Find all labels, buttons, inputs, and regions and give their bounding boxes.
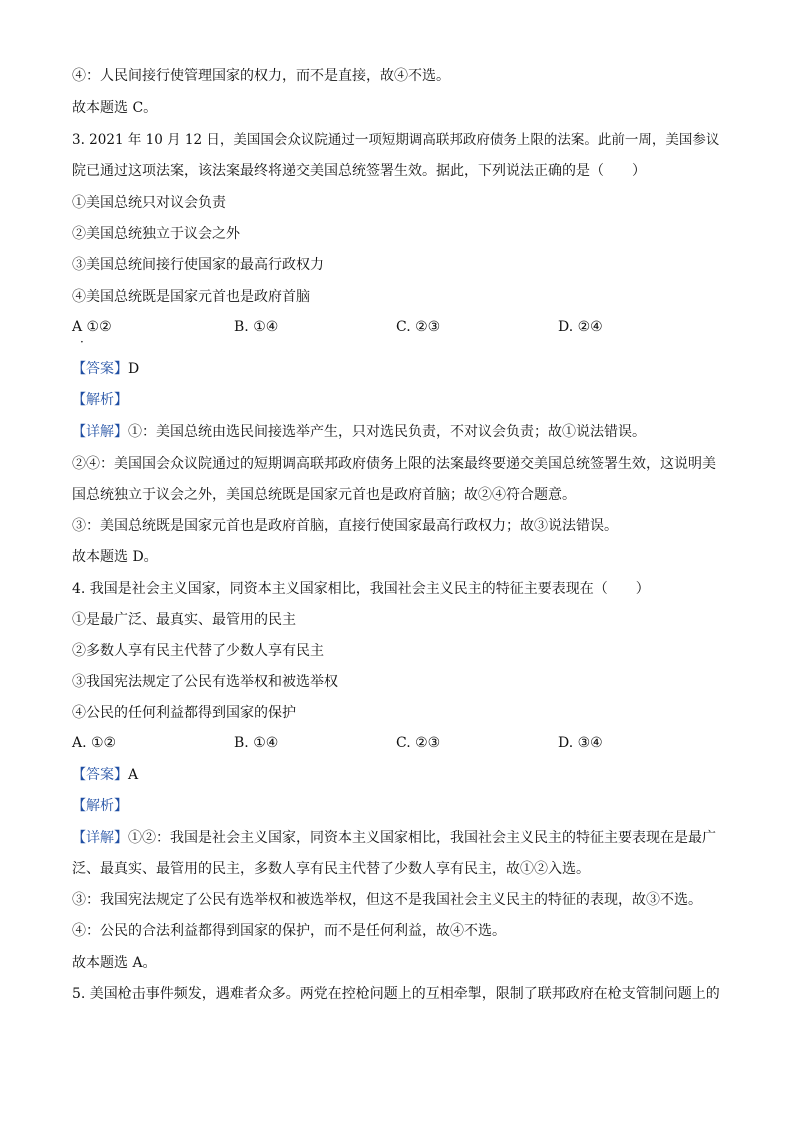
q3-option-b: B. ①④ [234, 319, 279, 335]
q4-statement-1: ①是最广泛、最真实、最管用的民主 [72, 612, 296, 628]
q3-detail-line-3: 国总统独立于议会之外，美国总统既是国家元首也是政府首脑；故②④符合题意。 [72, 487, 576, 503]
q3-option-d: D. ②④ [558, 319, 603, 335]
q4-answer [72, 766, 728, 784]
q3-statement-1: ①美国总统只对议会负责 [72, 195, 226, 211]
q4-stem: 4. 我国是社会主义国家，同资本主义国家相比，我国社会主义民主的特征主要表现在（ ） [72, 581, 650, 597]
analysis-tag: 【解析】 [72, 392, 128, 408]
q4-option-d: D. ③④ [558, 735, 603, 751]
detail-tag: 【详解】 [72, 830, 128, 846]
q3-analysis-heading [72, 391, 728, 409]
q4-statement-4: ④公民的任何利益都得到国家的保护 [72, 705, 296, 721]
q4-detail-line-2: 泛、最真实、最管用的民主，多数人享有民主代替了少数人享有民主，故①②入选。 [72, 861, 590, 877]
q4-detail-line-3: ③：我国宪法规定了公民有选举权和被选举权，但这不是我国社会主义民主的特征的表现，故③不选。 [72, 892, 702, 908]
q4-option-c: C. ②③ [396, 735, 441, 751]
q4-analysis-heading [72, 797, 728, 815]
analysis-tag: 【解析】 [72, 798, 128, 814]
q3-answer [72, 360, 728, 378]
q4-detail-line-4: ④：公民的合法利益都得到国家的保护，而不是任何利益，故④不选。 [72, 923, 506, 939]
q4-option-a: A. ①② [72, 735, 117, 751]
q3-option-a: A ①② [72, 319, 112, 335]
answer-tag: 【答案】 [72, 361, 128, 377]
q3-statement-2: ②美国总统独立于议会之外 [72, 226, 240, 242]
q4-answer-value: A [128, 767, 139, 783]
q3-statement-3: ③美国总统间接行使国家的最高行政权力 [72, 257, 324, 273]
q3-answer-value: D [128, 361, 140, 377]
detail-tag: 【详解】 [72, 424, 128, 440]
q3-conclusion: 故本题选 D。 [72, 549, 158, 565]
q3-statement-4: ④美国总统既是国家元首也是政府首脑 [72, 289, 310, 305]
q3-option-c: C. ②③ [396, 319, 441, 335]
q4-conclusion: 故本题选 A。 [72, 955, 157, 971]
q3-stem-line-2: 院已通过这项法案，该法案最终将递交美国总统签署生效。据此，下列说法正确的是（ ） [72, 163, 646, 179]
q4-detail-line-1: 【详解】①②：我国是社会主义国家，同资本主义国家相比，我国社会主义民主的特征主要表现在是最广 [72, 830, 716, 846]
q3-detail-line-1: 【详解】①：美国总统由选民间接选举产生，只对选民负责，不对议会负责；故①说法错误。 [72, 424, 646, 440]
q4-statement-2: ②多数人享有民主代替了少数人享有民主 [72, 643, 324, 659]
prev-conclusion: 故本题选 C。 [72, 100, 158, 116]
q3-option-a-dot: · [80, 335, 84, 349]
prev-analysis-line: ④：人民间接行使管理国家的权力，而不是直接，故④不选。 [72, 68, 450, 84]
q5-stem: 5. 美国枪击事件频发，遇难者众多。两党在控枪问题上的互相牵掣，限制了联邦政府在枪支管制问题上的 [72, 986, 720, 1002]
q4-option-b: B. ①④ [234, 735, 279, 751]
answer-tag: 【答案】 [72, 767, 128, 783]
q4-statement-3: ③我国宪法规定了公民有选举权和被选举权 [72, 674, 338, 690]
q3-detail-line-2: ②④：美国国会众议院通过的短期调高联邦政府债务上限的法案最终要递交美国总统签署生效，这说明美 [72, 456, 716, 472]
q3-detail-line-4: ③：美国总统既是国家元首也是政府首脑，直接行使国家最高行政权力；故③说法错误。 [72, 518, 618, 534]
q3-stem-line-1: 3. 2021 年 10 月 12 日，美国国会众议院通过一项短期调高联邦政府债务上限的法案。此前一周，美国参议 [72, 132, 720, 148]
